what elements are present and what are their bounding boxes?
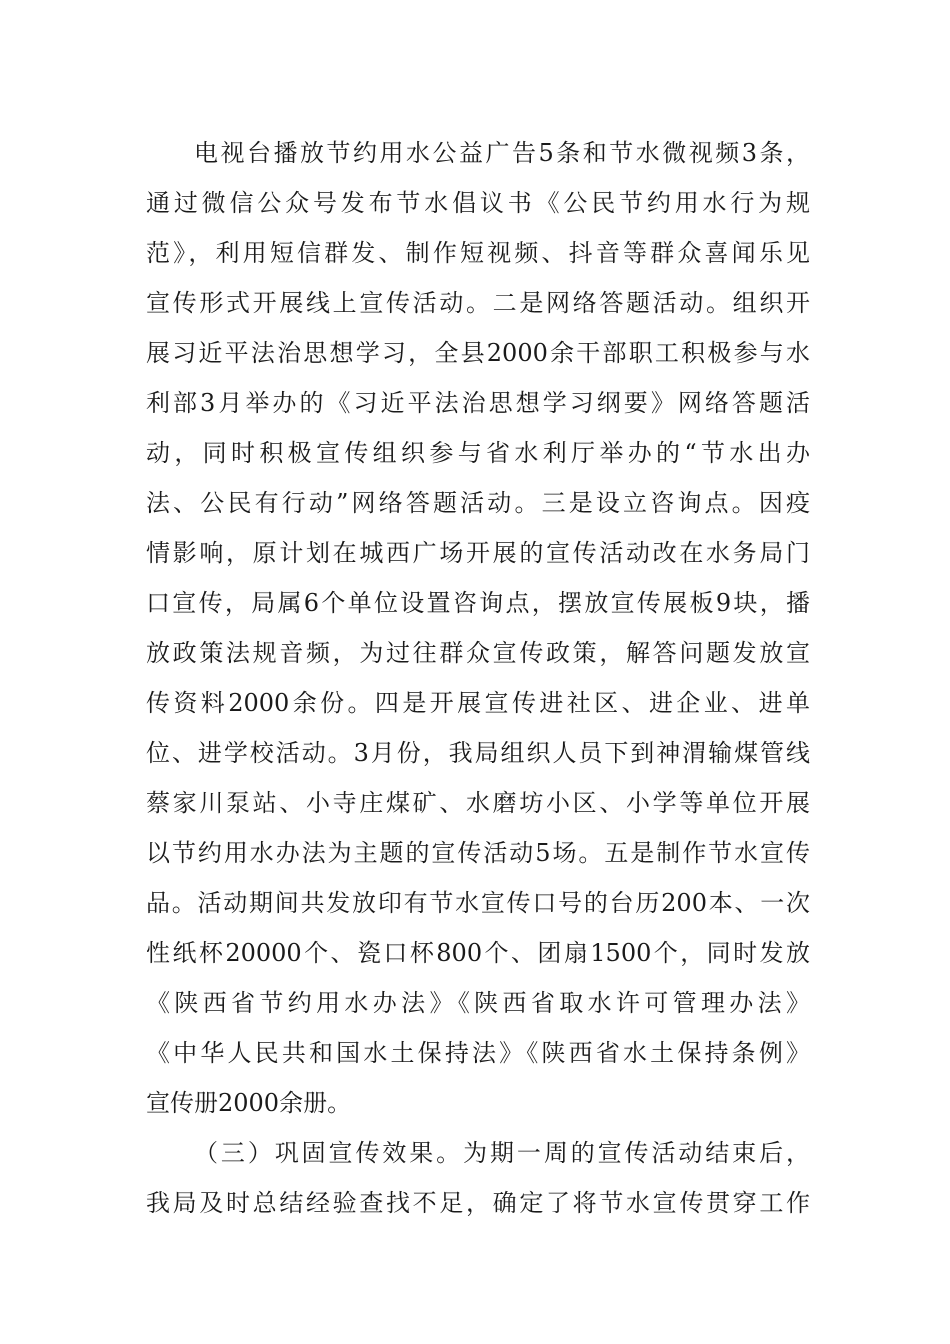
text-line: 动，同时积极宣传组织参与省水利厅举办的“节水出办 bbox=[146, 439, 810, 467]
text-line: 《中华人民共和国水土保持法》《陕西省水土保持条例》 bbox=[146, 1039, 810, 1067]
text-line: 蔡家川泵站、小寺庄煤矿、水磨坊小区、小学等单位开展 bbox=[146, 789, 810, 817]
text-line: 法、公民有行动”网络答题活动。三是设立咨询点。因疫 bbox=[146, 489, 810, 517]
body-text bbox=[146, 128, 810, 1228]
text-line: 展习近平法治思想学习，全县2000余干部职工积极参与水 bbox=[146, 339, 810, 367]
text-line: 情影响，原计划在城西广场开展的宣传活动改在水务局门 bbox=[146, 539, 810, 567]
text-line: 放政策法规音频，为过往群众宣传政策，解答问题发放宣 bbox=[146, 639, 810, 667]
text-line: 位、进学校活动。3月份，我局组织人员下到神渭输煤管线 bbox=[146, 739, 810, 767]
text-line: 以节约用水办法为主题的宣传活动5场。五是制作节水宣传 bbox=[146, 839, 810, 867]
text-line: 范》，利用短信群发、制作短视频、抖音等群众喜闻乐见 bbox=[146, 239, 810, 267]
text-line: 性纸杯20000个、瓷口杯800个、团扇1500个，同时发放 bbox=[146, 939, 810, 967]
text-line: 品。活动期间共发放印有节水宣传口号的台历200本、一次 bbox=[146, 889, 810, 917]
text-line: 我局及时总结经验查找不足，确定了将节水宣传贯穿工作 bbox=[146, 1189, 810, 1217]
text-line: 传资料2000余份。四是开展宣传进社区、进企业、进单 bbox=[146, 689, 810, 717]
text-line: 宣传形式开展线上宣传活动。二是网络答题活动。组织开 bbox=[146, 289, 810, 317]
text-line: 利部3月举办的《习近平法治思想学习纲要》网络答题活 bbox=[146, 389, 810, 417]
text-line: 电视台播放节约用水公益广告5条和节水微视频3条， bbox=[194, 139, 810, 167]
text-line: 口宣传，局属6个单位设置咨询点，摆放宣传展板9块，播 bbox=[146, 589, 810, 617]
text-line: 宣传册2000余册。 bbox=[146, 1089, 352, 1117]
text-line: （三）巩固宣传效果。为期一周的宣传活动结束后， bbox=[194, 1139, 810, 1167]
text-line: 《陕西省节约用水办法》《陕西省取水许可管理办法》 bbox=[146, 989, 810, 1017]
text-line: 通过微信公众号发布节水倡议书《公民节约用水行为规 bbox=[146, 189, 810, 217]
